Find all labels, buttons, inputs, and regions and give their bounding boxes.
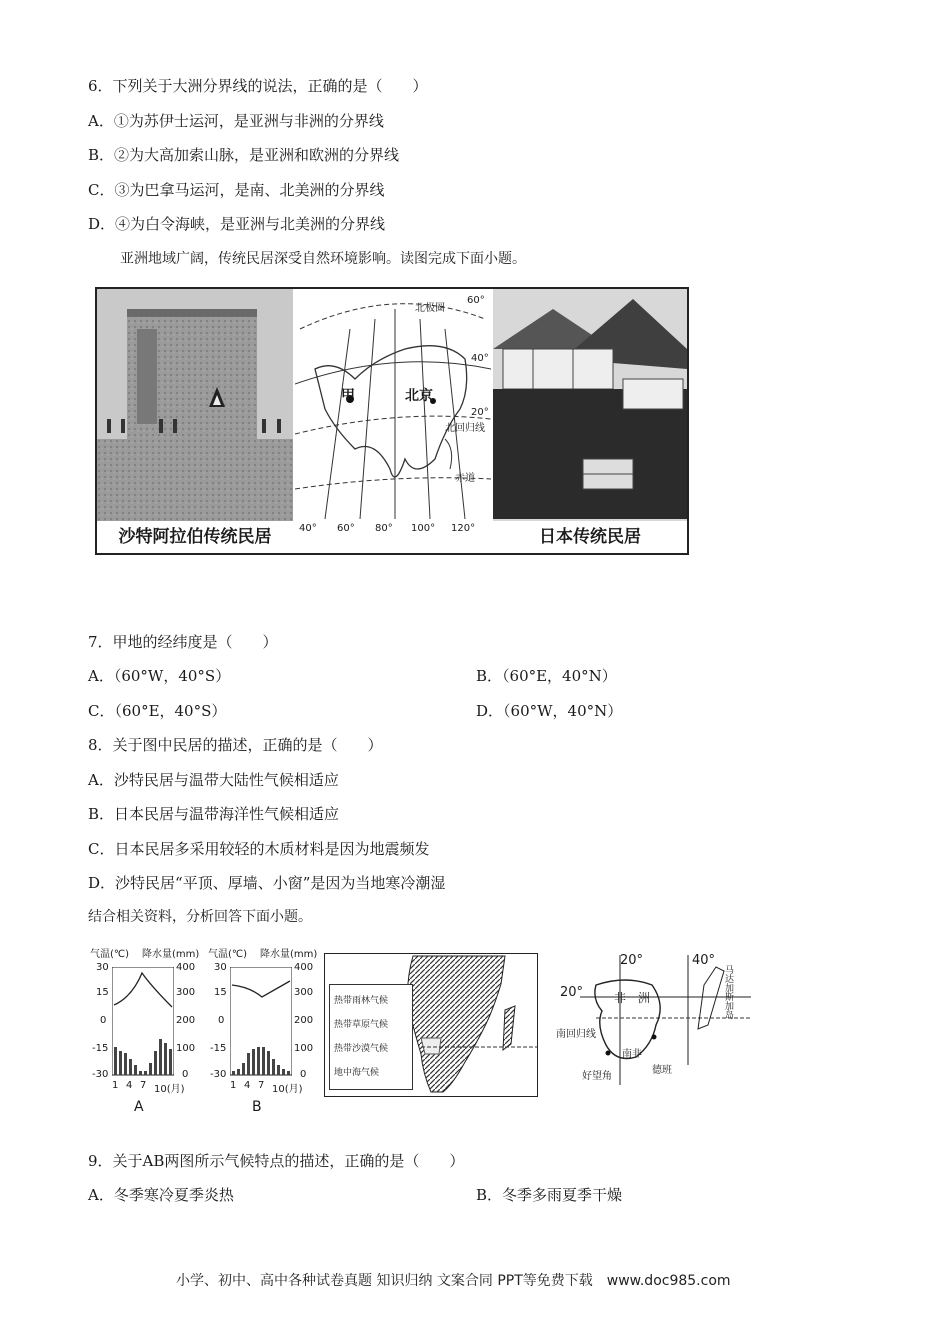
chart-b-right-tick: 0 (300, 1069, 307, 1080)
map-label-lat40: 40° (471, 353, 489, 364)
map-label-lon60: 60° (337, 523, 355, 534)
q7-option-a: A．（60°W，40°S） (88, 667, 231, 685)
q7-option-d: D．（60°W，40°N） (476, 702, 623, 720)
map-label-tropic: 北回归线 (445, 423, 485, 434)
q6-option-b: B．②为大高加索山脉，是亚洲和欧洲的分界线 (88, 146, 400, 164)
chart-a-precip-label: 降水量(mm) (142, 949, 200, 960)
chart-b-label: B (252, 1099, 262, 1115)
map-label-equator: 赤道 (455, 473, 475, 484)
intro-africa: 结合相关资料，分析回答下面小题。 (88, 909, 312, 925)
page-footer: 小学、初中、高中各种试卷真题 知识归纳 文案合同 PPT等免费下载 www.doc985.com (176, 1273, 731, 1289)
figure-asia-houses (95, 287, 689, 555)
map-label-lat20: 20° (471, 407, 489, 418)
q9-option-a: A．冬季寒冷夏季炎热 (88, 1186, 234, 1204)
climate-legend (329, 984, 413, 1090)
q6-stem: 6．下列关于大洲分界线的说法，正确的是（ ） (88, 77, 428, 95)
q8-option-a: A．沙特民居与温带大陆性气候相适应 (88, 771, 339, 789)
map-label-lon40: 40° (299, 523, 317, 534)
chart-b-left-tick: 0 (218, 1015, 225, 1026)
q7-option-c: C．（60°E，40°S） (88, 702, 227, 720)
chart-a-right-tick: 0 (182, 1069, 189, 1080)
asia-map (295, 289, 491, 553)
chart-a-left-tick: -30 (92, 1069, 109, 1080)
q6-option-a: A．①为苏伊士运河，是亚洲与非洲的分界线 (88, 112, 384, 130)
map-label-lon120: 120° (451, 523, 476, 534)
chart-b-x-tick: 7 (258, 1080, 265, 1091)
chart-b-x-tick: 1 (230, 1080, 237, 1091)
map2-lat20: 20° (560, 985, 584, 1000)
map2-south-africa: 南非 (622, 1049, 642, 1060)
legend-desert: 热带沙漠气候 (334, 1044, 389, 1054)
q8-option-c: C．日本民居多采用较轻的木质材料是因为地震频发 (88, 840, 430, 858)
q8-stem: 8．关于图中民居的描述，正确的是（ ） (88, 736, 383, 754)
map-label-beijing: 北京 (405, 388, 433, 404)
chart-a-x-tick: 4 (126, 1080, 133, 1091)
map-label-lon80: 80° (375, 523, 393, 534)
q9-option-b: B．冬季多雨夏季干燥 (476, 1186, 623, 1204)
chart-a-x-tick: 7 (140, 1080, 147, 1091)
legend-savanna: 热带草原气候 (334, 1020, 389, 1030)
map2-africa: 非 洲 (614, 991, 651, 1005)
q7-option-b: B．（60°E，40°N） (476, 667, 617, 685)
map-label-arctic: 北极圈 (415, 303, 445, 314)
chart-a-label: A (134, 1099, 144, 1115)
map-label-lon100: 100° (411, 523, 436, 534)
chart-a-left-tick: 15 (96, 987, 109, 998)
map2-cape: 好望角 (582, 1071, 612, 1082)
chart-b-x-tick: 10(月) (272, 1084, 303, 1095)
map2-lon40: 40° (692, 953, 716, 968)
q9-stem: 9．关于AB两图所示气候特点的描述，正确的是（ ） (88, 1152, 465, 1170)
chart-b-precip-label: 降水量(mm) (260, 949, 318, 960)
saudi-house-caption: 沙特阿拉伯传统民居 (97, 521, 293, 553)
chart-b-left-tick: 15 (214, 987, 227, 998)
chart-b-left-tick: -30 (210, 1069, 227, 1080)
climate-chart-a (90, 945, 200, 1120)
chart-a-right-tick: 100 (176, 1043, 196, 1054)
chart-a-right-tick: 200 (176, 1015, 196, 1026)
map-label-jia: 甲 (341, 388, 355, 404)
map2-durban: 德班 (652, 1065, 672, 1076)
q6-option-c: C．③为巴拿马运河，是南、北美洲的分界线 (88, 181, 385, 199)
q8-option-b: B．日本民居与温带海洋性气候相适应 (88, 805, 340, 823)
q6-option-d: D．④为白令海峡，是亚洲与北美洲的分界线 (88, 215, 386, 233)
legend-mediterranean: 地中海气候 (334, 1068, 380, 1078)
chart-b-x-tick: 4 (244, 1080, 251, 1091)
chart-a-left-tick: 30 (96, 962, 109, 973)
chart-a-right-tick: 400 (176, 962, 196, 973)
chart-a-x-tick: 10(月) (154, 1084, 185, 1095)
saudi-house-photo (97, 289, 293, 553)
chart-b-right-tick: 300 (294, 987, 314, 998)
map2-tropic: 南回归线 (556, 1029, 596, 1040)
chart-b-left-tick: -15 (210, 1043, 227, 1054)
chart-b-right-tick: 400 (294, 962, 314, 973)
japan-house-caption: 日本传统民居 (493, 521, 687, 553)
southern-africa-map (556, 945, 751, 1095)
chart-b-left-tick: 30 (214, 962, 227, 973)
chart-b-right-tick: 200 (294, 1015, 314, 1026)
map-label-lat60: 60° (467, 295, 485, 306)
q7-stem: 7．甲地的经纬度是（ ） (88, 633, 278, 651)
chart-a-left-tick: -15 (92, 1043, 109, 1054)
chart-a-left-tick: 0 (100, 1015, 107, 1026)
chart-a-temp-label: 气温(℃) (90, 949, 130, 960)
africa-climate-map (324, 953, 538, 1097)
legend-rainforest: 热带雨林气候 (334, 996, 389, 1006)
chart-a-right-tick: 300 (176, 987, 196, 998)
map2-lon20: 20° (620, 953, 644, 968)
intro-asia: 亚洲地域广阔，传统民居深受自然环境影响。读图完成下面小题。 (120, 251, 526, 267)
chart-a-x-tick: 1 (112, 1080, 119, 1091)
chart-b-right-tick: 100 (294, 1043, 314, 1054)
map2-madagascar: 马达加斯加岛 (723, 965, 733, 1019)
climate-chart-b (208, 945, 318, 1120)
japan-house-photo (493, 289, 687, 553)
q8-option-d: D．沙特民居“平顶、厚墙、小窗”是因为当地寒冷潮湿 (88, 874, 446, 892)
chart-b-temp-label: 气温(℃) (208, 949, 248, 960)
